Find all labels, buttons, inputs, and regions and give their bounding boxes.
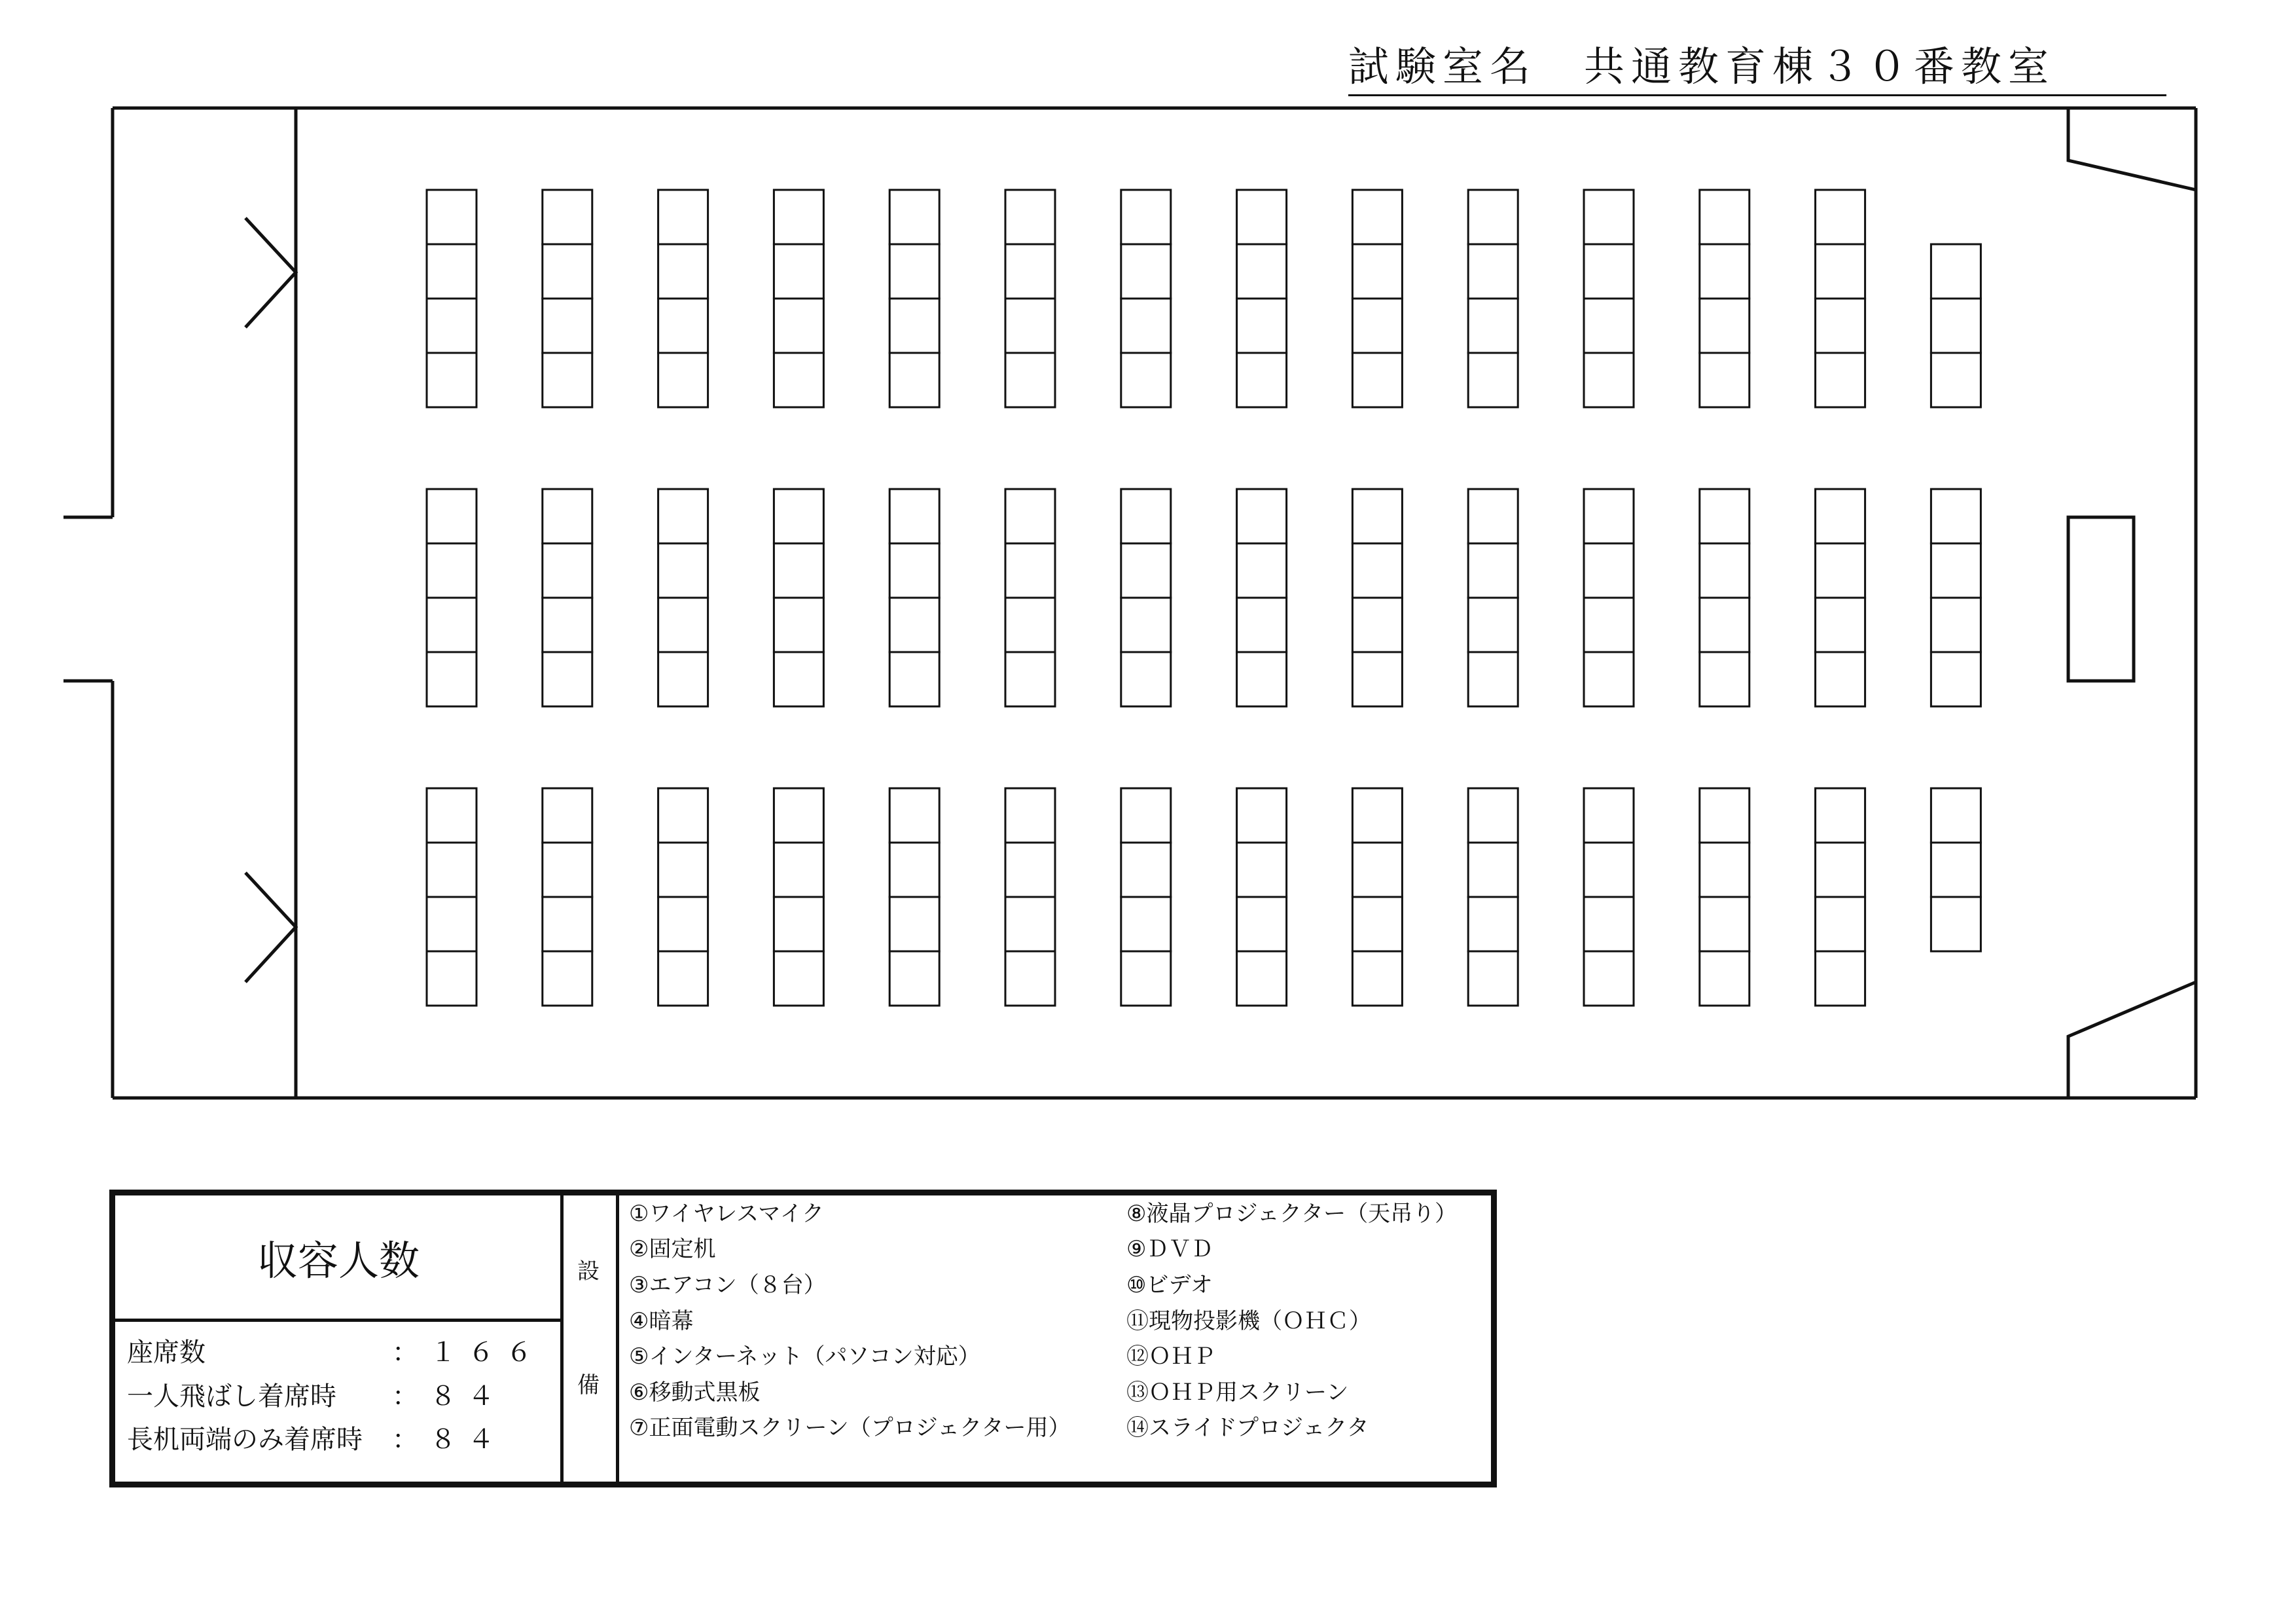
seat: [774, 489, 823, 543]
seat: [427, 190, 476, 244]
seat: [543, 652, 592, 706]
equipment-item: ⑪現物投影機（ＯＨＣ）: [1126, 1308, 1371, 1334]
desk: [1931, 244, 1981, 407]
capacity-value: ：８４: [392, 1381, 506, 1412]
capacity-heading: 収容人数: [115, 1195, 562, 1322]
seat: [1121, 897, 1171, 951]
equipment-heading-top: 設: [577, 1258, 600, 1285]
seat: [1468, 543, 1518, 598]
seat: [543, 951, 592, 1006]
seat: [1584, 652, 1634, 706]
seat: [1700, 843, 1749, 897]
seat: [1352, 299, 1402, 353]
seat: [889, 951, 939, 1006]
seat: [1121, 598, 1171, 652]
seat: [774, 190, 823, 244]
seat: [543, 353, 592, 407]
seat: [543, 843, 592, 897]
table-divider: [616, 1195, 619, 1482]
equipment-item: ⑫ＯＨＰ: [1126, 1343, 1215, 1370]
seat: [1584, 353, 1634, 407]
seat: [427, 843, 476, 897]
seat: [427, 652, 476, 706]
desk: [1237, 190, 1287, 407]
seat: [1237, 353, 1287, 407]
seat: [543, 788, 592, 843]
seat: [1237, 244, 1287, 299]
desk: [658, 788, 708, 1006]
desk: [427, 190, 476, 407]
desk: [1237, 489, 1287, 706]
seat: [1584, 299, 1634, 353]
desk: [658, 190, 708, 407]
seat: [1121, 652, 1171, 706]
equipment-item: ⑧液晶プロジェクター（天吊り）: [1126, 1201, 1458, 1227]
seat: [658, 353, 708, 407]
desk: [889, 190, 939, 407]
seat: [1352, 489, 1402, 543]
seat: [1931, 788, 1981, 843]
seat: [1005, 897, 1055, 951]
equipment-heading-bottom: 備: [577, 1372, 600, 1398]
seat: [427, 489, 476, 543]
seat: [1237, 951, 1287, 1006]
seat: [1584, 489, 1634, 543]
seat: [1700, 598, 1749, 652]
door-lower: [245, 873, 296, 982]
corner-top-right: [2068, 108, 2196, 190]
door-upper: [245, 218, 296, 327]
seat: [1700, 652, 1749, 706]
seat: [1931, 843, 1981, 897]
desk: [1121, 788, 1171, 1006]
seat: [889, 489, 939, 543]
seat: [1816, 489, 1865, 543]
equipment-item: ①ワイヤレスマイク: [629, 1201, 825, 1227]
seat: [1237, 598, 1287, 652]
seat: [1700, 543, 1749, 598]
seat: [1352, 652, 1402, 706]
seat: [1468, 843, 1518, 897]
seat: [1468, 897, 1518, 951]
seat: [1584, 190, 1634, 244]
desk: [1584, 489, 1634, 706]
seat: [427, 598, 476, 652]
seat: [1005, 489, 1055, 543]
equipment-item: ②固定机: [629, 1236, 716, 1262]
seat: [658, 897, 708, 951]
table-divider: [560, 1195, 564, 1482]
seat: [1700, 788, 1749, 843]
seat: [1237, 543, 1287, 598]
seat: [658, 543, 708, 598]
seat: [658, 299, 708, 353]
equipment-item: ⑦正面電動スクリーン（プロジェクター用）: [629, 1415, 1071, 1441]
seat: [774, 897, 823, 951]
seat: [1700, 190, 1749, 244]
equipment-item: ③エアコン（８台）: [629, 1272, 826, 1298]
seat: [1005, 652, 1055, 706]
seat: [774, 244, 823, 299]
desk: [774, 788, 823, 1006]
seat: [1005, 543, 1055, 598]
seat: [543, 299, 592, 353]
desk: [1237, 788, 1287, 1006]
equipment-item: ⑬ＯＨＰ用スクリーン: [1126, 1379, 1349, 1406]
equipment-item: ⑨ＤＶＤ: [1126, 1236, 1213, 1262]
desk: [774, 489, 823, 706]
room-name-title: 試験室名 共通教育棟３０番教室: [1348, 41, 2166, 96]
seat: [1584, 843, 1634, 897]
seat: [1121, 788, 1171, 843]
seat: [1352, 897, 1402, 951]
seat: [1816, 598, 1865, 652]
seat: [1816, 951, 1865, 1006]
desk: [658, 489, 708, 706]
seat: [1816, 543, 1865, 598]
seat: [1931, 598, 1981, 652]
seat: [543, 543, 592, 598]
capacity-row-ends-only: [127, 1423, 559, 1554]
seat: [774, 598, 823, 652]
seat: [1468, 788, 1518, 843]
seat: [427, 951, 476, 1006]
desk: [1005, 788, 1055, 1006]
capacity-label: 座席数: [127, 1338, 206, 1368]
desk: [427, 489, 476, 706]
seat: [1816, 897, 1865, 951]
capacity-label: 一人飛ばし着席時: [127, 1381, 336, 1412]
equipment-item: ⑩ビデオ: [1126, 1272, 1213, 1298]
seat: [889, 244, 939, 299]
seat: [1352, 843, 1402, 897]
seat: [1121, 244, 1171, 299]
seat: [658, 843, 708, 897]
seat: [1121, 543, 1171, 598]
seat: [889, 843, 939, 897]
desk: [1005, 190, 1055, 407]
seat: [1121, 951, 1171, 1006]
seat: [1584, 788, 1634, 843]
desk: [1816, 788, 1865, 1006]
desk: [1700, 190, 1749, 407]
seat: [1237, 788, 1287, 843]
desk: [889, 788, 939, 1006]
seat: [1005, 788, 1055, 843]
seat: [543, 190, 592, 244]
seat: [1816, 353, 1865, 407]
seat: [1352, 543, 1402, 598]
desk: [1121, 489, 1171, 706]
seat: [543, 244, 592, 299]
capacity-value: ：１６６: [392, 1338, 544, 1368]
equipment-item: ⑭スライドプロジェクタ: [1126, 1415, 1369, 1441]
seat: [774, 788, 823, 843]
equipment-item: ⑤インターネット（パソコン対応）: [629, 1343, 980, 1370]
seat: [1352, 951, 1402, 1006]
desk: [1816, 489, 1865, 706]
seat: [1121, 353, 1171, 407]
seat: [1700, 244, 1749, 299]
seat: [889, 652, 939, 706]
seat: [1352, 598, 1402, 652]
capacity-label: 長机両端のみ着席時: [127, 1425, 363, 1455]
seat: [1931, 353, 1981, 407]
seat: [658, 190, 708, 244]
desk: [1352, 788, 1402, 1006]
seat: [1700, 897, 1749, 951]
seat: [1931, 543, 1981, 598]
desk: [1584, 190, 1634, 407]
desk: [774, 190, 823, 407]
seat: [1005, 951, 1055, 1006]
seat: [774, 543, 823, 598]
seat: [1700, 353, 1749, 407]
seat: [774, 951, 823, 1006]
seat: [1237, 190, 1287, 244]
seat: [1931, 299, 1981, 353]
seat: [427, 353, 476, 407]
desk: [1352, 489, 1402, 706]
seat: [1931, 897, 1981, 951]
seat: [774, 843, 823, 897]
seat: [1468, 353, 1518, 407]
seat: [1468, 299, 1518, 353]
seat: [543, 489, 592, 543]
equipment-item: ⑥移動式黒板: [629, 1379, 761, 1406]
seat: [1468, 244, 1518, 299]
seat: [1121, 843, 1171, 897]
seat: [427, 543, 476, 598]
seat: [1237, 299, 1287, 353]
seat: [1700, 299, 1749, 353]
seat: [1237, 843, 1287, 897]
seat: [774, 652, 823, 706]
seat: [1005, 843, 1055, 897]
desk: [1931, 788, 1981, 951]
desk: [1584, 788, 1634, 1006]
desk: [1931, 489, 1981, 706]
seat: [889, 788, 939, 843]
seat: [1121, 489, 1171, 543]
seat: [1931, 652, 1981, 706]
seat: [1816, 788, 1865, 843]
seat: [889, 353, 939, 407]
seat: [1005, 190, 1055, 244]
seat: [1816, 244, 1865, 299]
seat: [1584, 244, 1634, 299]
seat: [543, 897, 592, 951]
seat: [1468, 951, 1518, 1006]
seat: [1352, 190, 1402, 244]
seat: [1121, 190, 1171, 244]
seat: [1700, 489, 1749, 543]
seat: [1931, 489, 1981, 543]
desk: [1816, 190, 1865, 407]
seat: [889, 190, 939, 244]
desk: [1121, 190, 1171, 407]
lectern: [2068, 517, 2134, 681]
desk: [1700, 788, 1749, 1006]
seat: [1816, 652, 1865, 706]
seat: [889, 598, 939, 652]
seat: [658, 788, 708, 843]
desk: [543, 788, 592, 1006]
seat: [658, 598, 708, 652]
desk: [1700, 489, 1749, 706]
seat: [774, 299, 823, 353]
desk: [1352, 190, 1402, 407]
seat: [1121, 299, 1171, 353]
seat: [1237, 652, 1287, 706]
seat: [774, 353, 823, 407]
seat: [889, 299, 939, 353]
seat: [658, 244, 708, 299]
seat: [427, 897, 476, 951]
equipment-item: ④暗幕: [629, 1308, 694, 1334]
seat: [1352, 353, 1402, 407]
desk: [427, 788, 476, 1006]
seat: [1005, 299, 1055, 353]
seat: [427, 788, 476, 843]
desk: [1468, 489, 1518, 706]
seat: [1352, 788, 1402, 843]
seat: [658, 652, 708, 706]
seat: [427, 299, 476, 353]
seat: [1468, 489, 1518, 543]
seat: [1005, 353, 1055, 407]
seat: [658, 951, 708, 1006]
seat: [1005, 598, 1055, 652]
desk: [1468, 788, 1518, 1006]
seat: [1237, 897, 1287, 951]
seat: [1700, 951, 1749, 1006]
seat: [889, 543, 939, 598]
desk: [543, 489, 592, 706]
desk: [889, 489, 939, 706]
desk: [1468, 190, 1518, 407]
seat: [1584, 543, 1634, 598]
seat: [1352, 244, 1402, 299]
seat: [1816, 190, 1865, 244]
seat: [1584, 598, 1634, 652]
seat: [658, 489, 708, 543]
seat: [1584, 897, 1634, 951]
corner-bottom-right: [2068, 982, 2196, 1098]
seat: [1468, 598, 1518, 652]
seat: [543, 598, 592, 652]
seat: [1931, 244, 1981, 299]
seat: [1816, 843, 1865, 897]
desk: [1005, 489, 1055, 706]
seat: [1237, 489, 1287, 543]
seat: [1584, 951, 1634, 1006]
seat: [1816, 299, 1865, 353]
seat: [1468, 190, 1518, 244]
seat: [1468, 652, 1518, 706]
info-table: [109, 1190, 1497, 1487]
seat: [889, 897, 939, 951]
seat: [1005, 244, 1055, 299]
desk: [543, 190, 592, 407]
capacity-value: ：８４: [392, 1425, 506, 1455]
seat: [427, 244, 476, 299]
